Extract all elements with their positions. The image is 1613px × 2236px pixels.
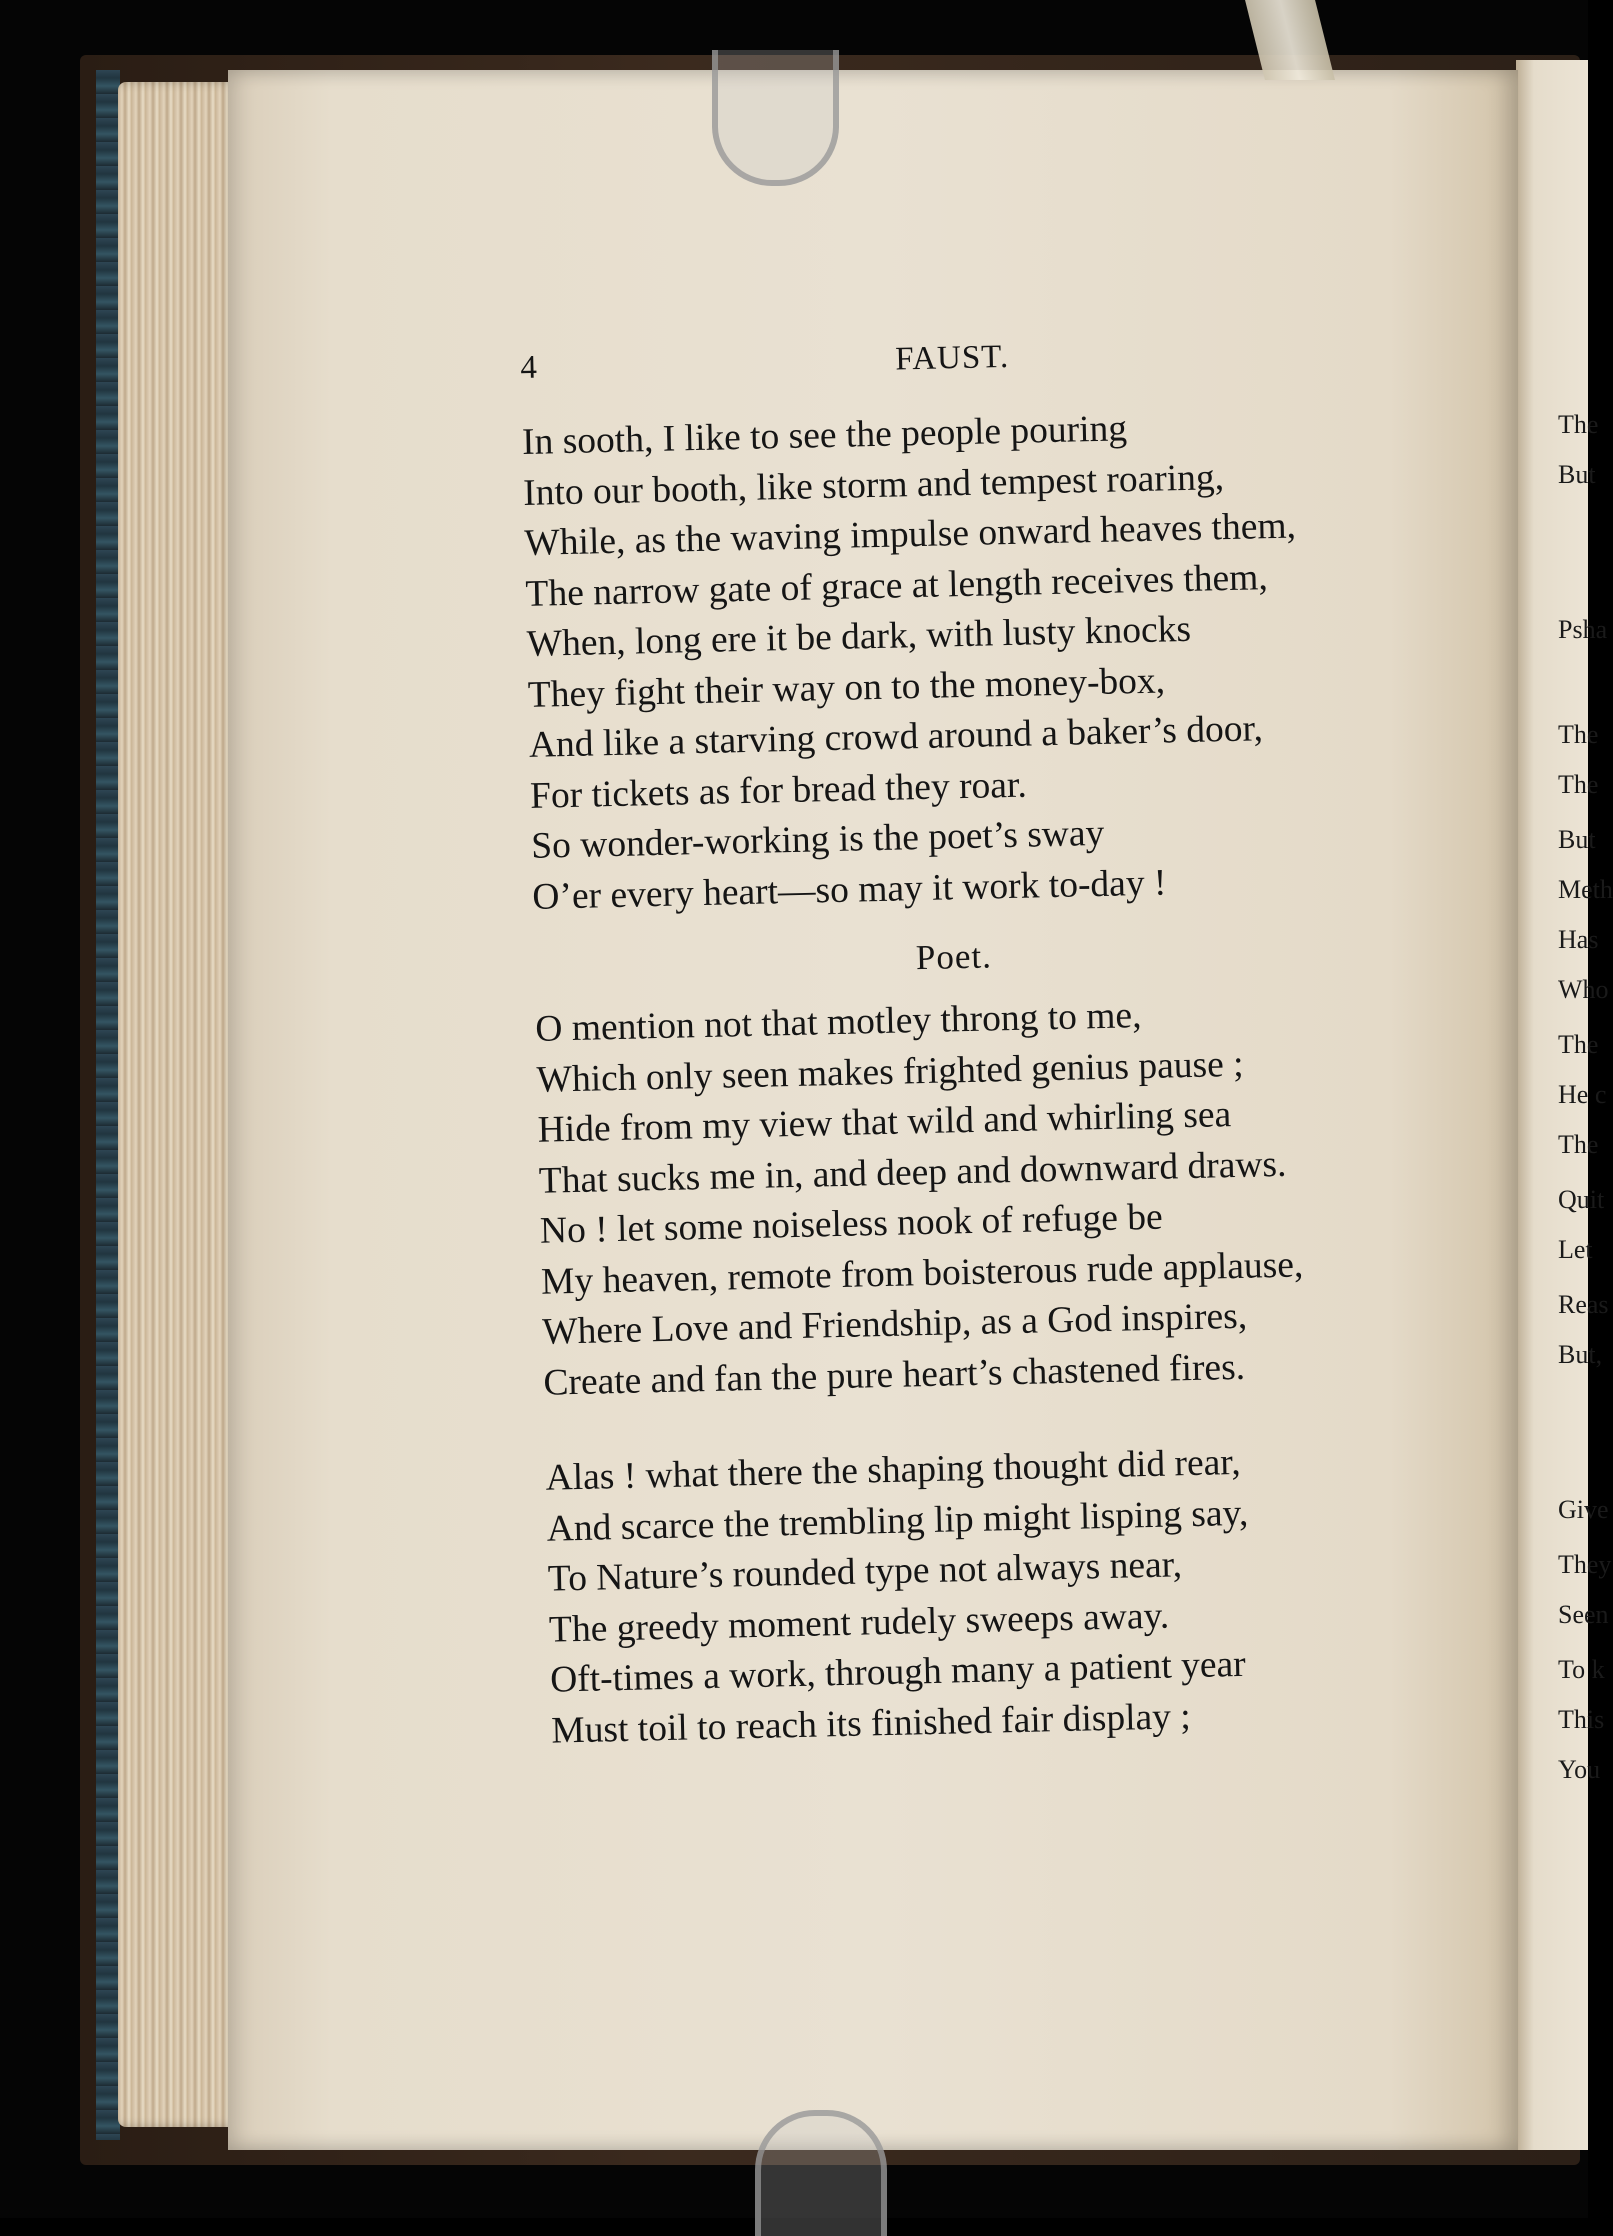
running-title: FAUST. bbox=[894, 338, 1010, 378]
facing-page-fragment: Reas bbox=[1558, 1290, 1609, 1319]
verse-line: In sooth, I like to see the people pouring bbox=[521, 408, 1128, 463]
verse-line: For tickets as for bread they roar. bbox=[529, 764, 1028, 817]
facing-page-fragment: He c bbox=[1558, 1080, 1607, 1109]
verse-line: Create and fan the pure heart’s chastened fires. bbox=[542, 1346, 1246, 1404]
verse-line: Oft-times a work, through many a patient year bbox=[549, 1643, 1247, 1701]
facing-page-fragment: The bbox=[1558, 720, 1599, 749]
verse-line: My heaven, remote from boisterous rude applause, bbox=[540, 1243, 1304, 1303]
facing-page-fragment: But, bbox=[1558, 1340, 1603, 1369]
facing-page-fragment: Quit bbox=[1558, 1185, 1605, 1214]
facing-page-fragment: To k bbox=[1558, 1655, 1605, 1684]
verse-line: Alas ! what there the shaping thought did rear, bbox=[545, 1441, 1242, 1499]
facing-page-fragment: Let bbox=[1558, 1235, 1593, 1264]
facing-page-fragment: The bbox=[1558, 770, 1599, 799]
speaker-heading: Poet. bbox=[915, 936, 993, 978]
facing-page-fragment: The bbox=[1558, 1130, 1599, 1159]
facing-page-fragment: The bbox=[1558, 410, 1599, 439]
verse-line: Into our booth, like storm and tempest roaring, bbox=[522, 456, 1225, 514]
verse-line: No ! let some noiseless nook of refuge be bbox=[539, 1196, 1164, 1252]
verse-line: And scarce the trembling lip might lisping say, bbox=[546, 1492, 1249, 1550]
facing-page-fragment: You bbox=[1558, 1755, 1601, 1784]
facing-page-fragment: Who bbox=[1558, 975, 1609, 1004]
verse-line: O’er every heart—so may it work to-day ! bbox=[531, 861, 1167, 918]
page-number: 4 bbox=[520, 349, 539, 386]
verse-line: The narrow gate of grace at length receives them, bbox=[525, 556, 1269, 615]
page-text bbox=[520, 330, 1432, 1757]
facing-page-fragment: Has bbox=[1558, 925, 1599, 954]
verse-line: That sucks me in, and deep and downward draws. bbox=[538, 1143, 1287, 1202]
verse-line: Must toil to reach its finished fair display ; bbox=[550, 1695, 1192, 1752]
verse-line: So wonder-working is the poet’s sway bbox=[530, 812, 1105, 867]
facing-page-fragment: Meth bbox=[1558, 875, 1613, 904]
facing-page-fragment: Psha bbox=[1558, 615, 1608, 644]
cover-marbled-edge bbox=[96, 70, 120, 2140]
stanza-2 bbox=[535, 985, 1424, 1409]
stanza-3 bbox=[545, 1434, 1432, 1757]
verse-line: And like a starving crowd around a baker’s door, bbox=[528, 708, 1264, 766]
verse-line: Which only seen makes frighted genius pause ; bbox=[536, 1043, 1244, 1101]
verse-line: To Nature’s rounded type not always near, bbox=[547, 1544, 1183, 1600]
facing-page-fragment: Give bbox=[1558, 1495, 1609, 1524]
page-stack bbox=[118, 82, 238, 2127]
facing-page-fragment: The bbox=[1558, 1030, 1599, 1059]
verse-line: They fight their way on to the money-box, bbox=[527, 659, 1166, 716]
page-clip-bottom bbox=[755, 2110, 887, 2236]
verse-line: Where Love and Friendship, as a God inspires, bbox=[541, 1295, 1248, 1353]
verse-line: Hide from my view that wild and whirling sea bbox=[537, 1094, 1232, 1151]
facing-page-fragment: They bbox=[1558, 1550, 1612, 1579]
facing-page-fragment: But bbox=[1558, 460, 1596, 489]
verse-line: While, as the waving impulse onward heaves them, bbox=[523, 505, 1297, 564]
facing-page-fragment: Seen bbox=[1558, 1600, 1609, 1629]
verse-line: O mention not that motley throng to me, bbox=[534, 995, 1142, 1050]
verse-line: When, long ere it be dark, with lusty knocks bbox=[526, 608, 1192, 665]
verse-line: The greedy moment rudely sweeps away. bbox=[548, 1595, 1170, 1651]
page-clip-top bbox=[712, 50, 839, 186]
facing-page-fragment: But bbox=[1558, 825, 1596, 854]
facing-page-fragment: This bbox=[1558, 1705, 1605, 1734]
stanza-1 bbox=[522, 398, 1413, 923]
